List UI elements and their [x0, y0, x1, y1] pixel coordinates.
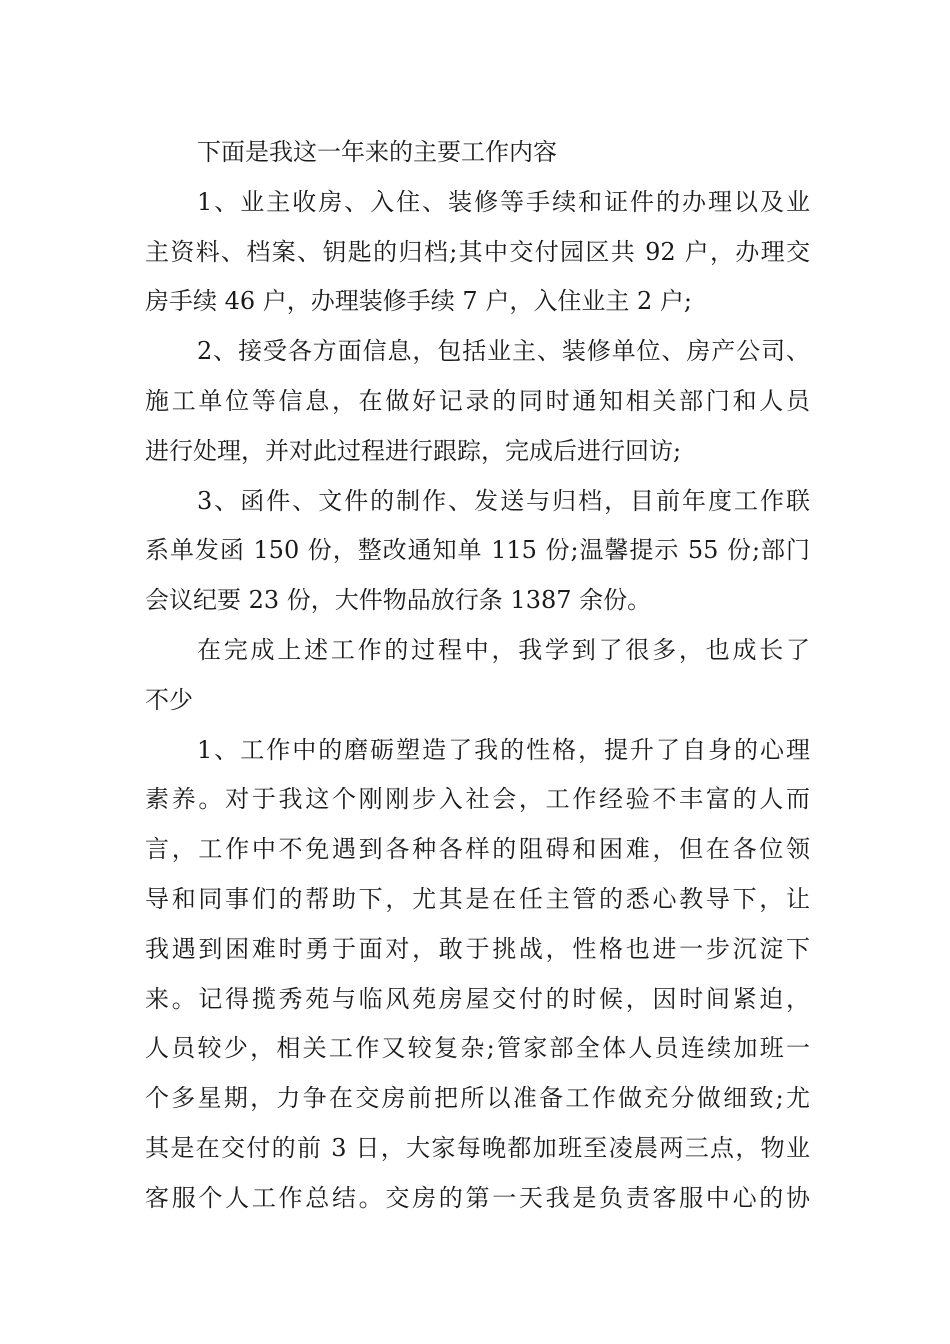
text-line: 素养。对于我这个刚刚步入社会，工作经验不丰富的人而 — [145, 785, 810, 814]
text-line: 我遇到困难时勇于面对，敢于挑战，性格也进一步沉淀下 — [145, 934, 810, 963]
text-line: 进行处理，并对此过程进行跟踪，完成后进行回访; — [145, 436, 682, 465]
text-line: 系单发函 150 份，整改通知单 115 份;温馨提示 55 份;部门 — [145, 536, 810, 565]
text-line: 其是在交付的前 3 日，大家每晚都加班至凌晨两三点，物业 — [145, 1133, 810, 1162]
text-line: 人员较少，相关工作又较复杂;管家部全体人员连续加班一 — [145, 1034, 810, 1063]
text-line: 2、接受各方面信息，包括业主、装修单位、房产公司、 — [197, 337, 810, 366]
text-line: 个多星期，力争在交房前把所以准备工作做充分做细致;尤 — [145, 1084, 810, 1113]
text-line: 1、工作中的磨砺塑造了我的性格，提升了自身的心理 — [197, 735, 810, 764]
text-line: 会议纪要 23 份，大件物品放行条 1387 余份。 — [145, 586, 652, 615]
text-line: 主资料、档案、钥匙的归档;其中交付园区共 92 户，办理交 — [145, 237, 810, 266]
text-line: 言，工作中不免遇到各种各样的阻碍和困难，但在各位领 — [145, 835, 810, 864]
text-line: 不少 — [145, 685, 193, 714]
text-line: 客服个人工作总结。交房的第一天我是负责客服中心的协 — [145, 1183, 810, 1212]
text-line: 来。记得揽秀苑与临风苑房屋交付的时候，因时间紧迫， — [145, 984, 810, 1013]
text-line: 房手续 46 户，办理装修手续 7 户，入住业主 2 户; — [145, 287, 692, 316]
document-body — [145, 128, 810, 1224]
text-line: 3、函件、文件的制作、发送与归档，目前年度工作联 — [197, 486, 810, 515]
text-line: 导和同事们的帮助下，尤其是在任主管的悉心教导下，让 — [145, 884, 810, 913]
text-line: 下面是我这一年来的主要工作内容 — [197, 138, 557, 166]
text-line: 1、业主收房、入住、装修等手续和证件的办理以及业 — [197, 187, 810, 216]
text-line: 在完成上述工作的过程中，我学到了很多，也成长了 — [197, 635, 810, 664]
text-line: 施工单位等信息，在做好记录的同时通知相关部门和人员 — [145, 386, 810, 415]
